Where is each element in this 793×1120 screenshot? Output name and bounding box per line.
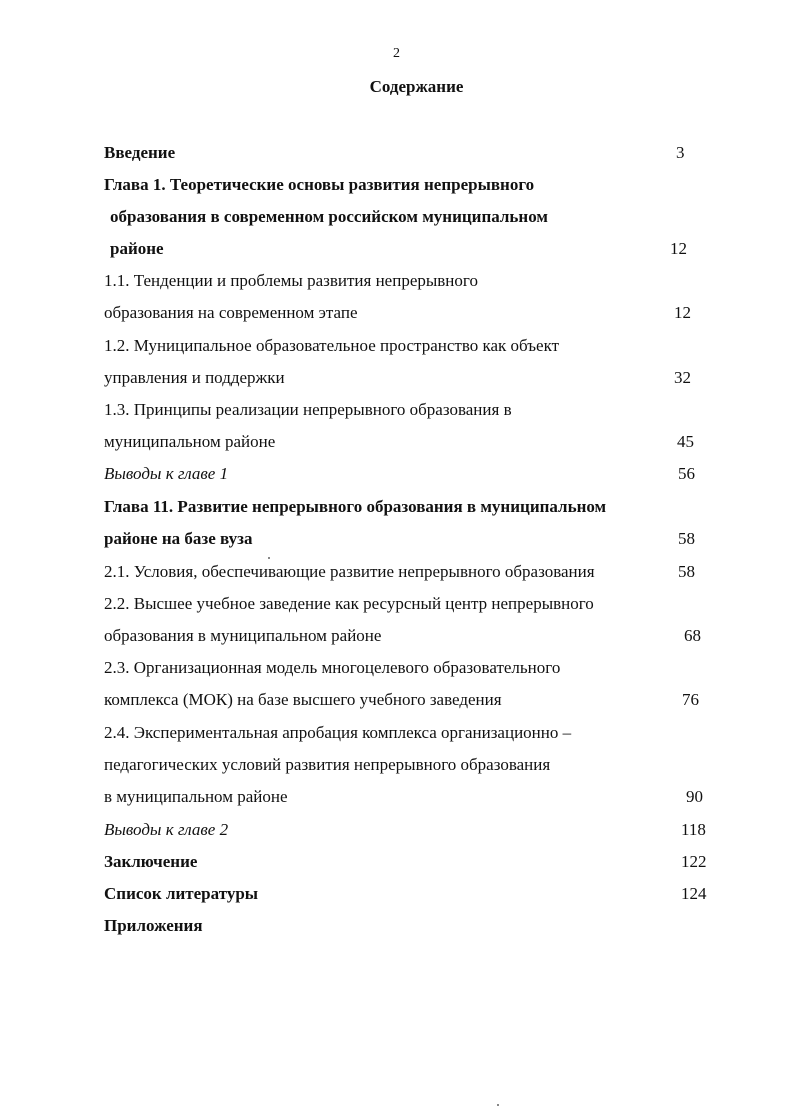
toc-s12-line2: управления и поддержки [104, 368, 285, 387]
toc-s11-line1: 1.1. Тенденции и проблемы развития непрерывного [104, 271, 478, 290]
toc-concl2-page: 118 [681, 820, 706, 839]
toc-references-page: 124 [681, 884, 707, 903]
toc-concl1-page: 56 [678, 464, 695, 483]
scan-speck [497, 1104, 499, 1106]
toc-s13-line1: 1.3. Принципы реализации непрерывного образования в [104, 400, 512, 419]
toc-s11-line2: образования на современном этапе [104, 303, 358, 322]
toc-concl1-label: Выводы к главе 1 [104, 464, 229, 483]
toc-s21-label: 2.1. Условия, обеспечивающие развитие непрерывного образования [104, 562, 595, 581]
toc-ch2-line1: Глава 11. Развитие непрерывного образования в муниципальном [104, 497, 607, 516]
toc-s24-page: 90 [686, 787, 703, 806]
toc-s12-line1: 1.2. Муниципальное образовательное пространство как объект [104, 336, 560, 355]
toc-s13-line2: муниципальном районе [104, 432, 276, 451]
toc-s23-line1: 2.3. Организационная модель многоцелевого образовательного [104, 658, 561, 677]
toc-s24-line2: педагогических условий развития непрерывного образования [104, 755, 551, 774]
toc-s24-line1: 2.4. Экспериментальная апробация комплекса организационно – [104, 723, 572, 742]
toc-s12-page: 32 [674, 368, 691, 387]
toc-concl2-label: Выводы к главе 2 [104, 820, 229, 839]
toc-ch2-page: 58 [678, 529, 695, 548]
toc-s21-page: 58 [678, 562, 695, 581]
scan-speck [268, 557, 270, 559]
toc-intro-page: 3 [676, 143, 685, 162]
toc-ch1-line2: образования в современном российском муниципальном [110, 207, 548, 226]
toc-s23-line2: комплекса (МОК) на базе высшего учебного заведения [104, 690, 502, 709]
toc-ch2-line2: районе на базе вуза [104, 529, 253, 548]
toc-s11-page: 12 [674, 303, 691, 322]
toc-ch1-line3: районе [110, 239, 164, 258]
toc-s23-page: 76 [682, 690, 699, 709]
toc-appendices-label: Приложения [104, 916, 203, 935]
toc-ch1-line1: Глава 1. Теоретические основы развития непрерывного [104, 175, 535, 194]
toc-s22-page: 68 [684, 626, 701, 645]
page-title: Содержание [369, 77, 464, 96]
toc-s24-line3: в муниципальном районе [104, 787, 288, 806]
toc-s22-line2: образования в муниципальном районе [104, 626, 382, 645]
toc-references-label: Список литературы [104, 884, 259, 903]
page-number: 2 [393, 46, 400, 61]
toc-s13-page: 45 [677, 432, 694, 451]
toc-s22-line1: 2.2. Высшее учебное заведение как ресурсный центр непрерывного [104, 594, 594, 613]
toc-ch1-page: 12 [670, 239, 687, 258]
toc-conclusion-label: Заключение [104, 852, 198, 871]
toc-intro-label: Введение [104, 143, 176, 162]
toc-conclusion-page: 122 [681, 852, 707, 871]
